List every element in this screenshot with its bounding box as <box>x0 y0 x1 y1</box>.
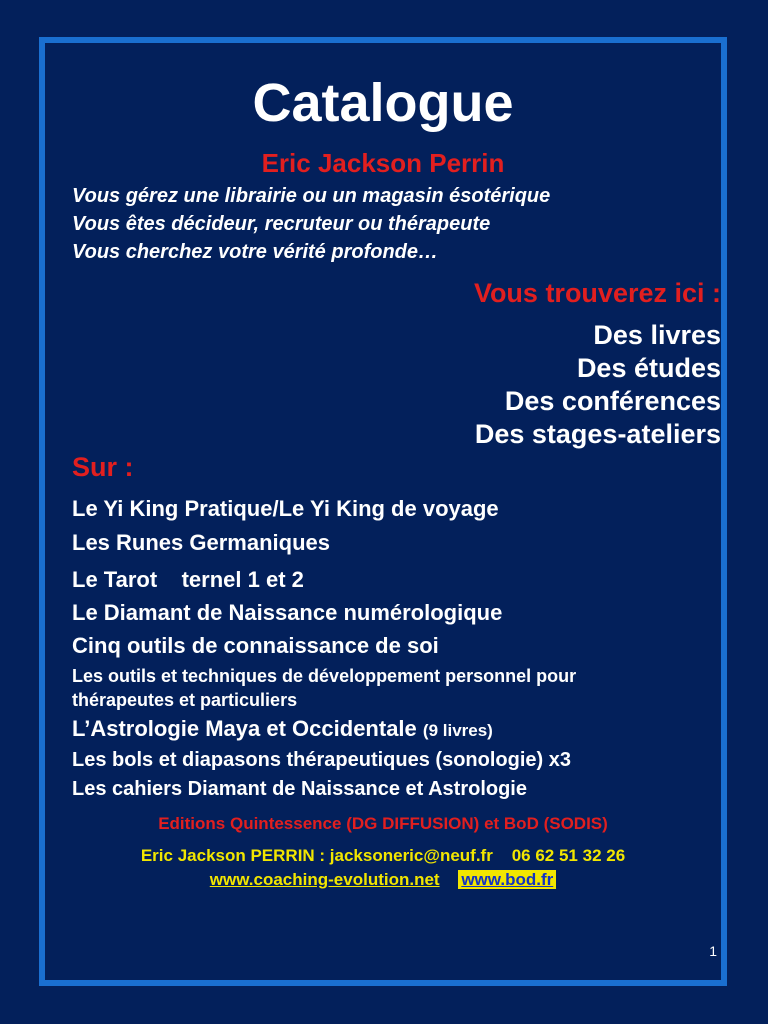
offer-studies: Des études <box>576 353 721 383</box>
author-name: Eric Jackson Perrin <box>261 148 505 178</box>
topic-diamant: Le Diamant de Naissance numérologique <box>72 600 503 625</box>
topic-yi-king: Le Yi King Pratique/Le Yi King de voyage <box>72 496 499 521</box>
bod-link[interactable]: www.bod.fr <box>458 870 556 889</box>
editions-line: Editions Quintessence (DG DIFFUSION) et BoD (SODIS) <box>158 814 608 833</box>
found-heading: Vous trouverez ici : <box>473 278 721 308</box>
offer-conferences: Des conférences <box>504 386 721 416</box>
page-number: 1 <box>709 943 717 959</box>
topic-bols: Les bols et diapasons thérapeutiques (sonologie) x3 <box>72 749 571 771</box>
topic-astrologie-label: L’Astrologie Maya et Occidentale <box>72 716 417 741</box>
topic-outils-line-1: Les outils et techniques de développement personnel pour <box>72 666 577 686</box>
topic-outils-line-2: thérapeutes et particuliers <box>72 690 298 710</box>
topic-astrologie-note: (9 livres) <box>422 721 493 740</box>
contact-line: Eric Jackson PERRIN : jacksoneric@neuf.fr 06 62 51 32 26 <box>140 846 626 865</box>
intro-line-2: Vous êtes décideur, recruteur ou thérapeute <box>72 213 491 235</box>
intro-line-1: Vous gérez une librairie ou un magasin ésotérique <box>72 185 551 207</box>
topic-cinq-outils: Cinq outils de connaissance de soi <box>72 633 439 658</box>
catalogue-frame <box>39 37 727 986</box>
topic-tarot: Le Tarot ternel 1 et 2 <box>72 567 304 592</box>
topic-astrologie <box>72 715 493 745</box>
offer-books: Des livres <box>593 320 721 350</box>
topic-runes: Les Runes Germaniques <box>72 530 330 555</box>
links-row <box>45 869 721 891</box>
coaching-evolution-link[interactable]: www.coaching-evolution.net <box>209 870 440 889</box>
offer-workshops: Des stages-ateliers <box>474 419 721 449</box>
topic-cahiers: Les cahiers Diamant de Naissance et Astrologie <box>72 778 527 800</box>
intro-line-3: Vous cherchez votre vérité profonde… <box>72 241 439 263</box>
topics-heading: Sur : <box>72 452 134 482</box>
page-title: Catalogue <box>252 73 514 133</box>
